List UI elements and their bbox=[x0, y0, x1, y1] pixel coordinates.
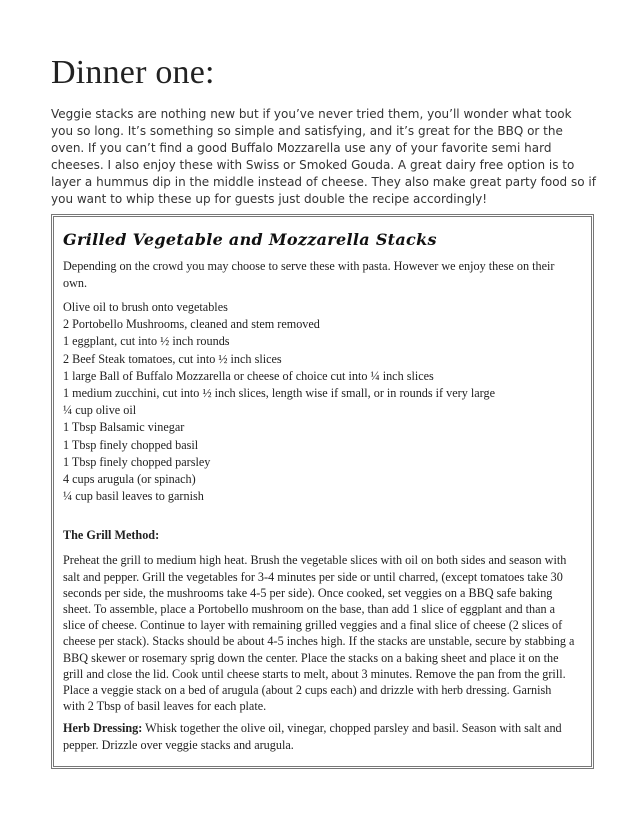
ingredient-item: 4 cups arugula (or spinach) bbox=[63, 472, 196, 487]
ingredient-item: 1 Tbsp Balsamic vinegar bbox=[63, 420, 185, 435]
ingredient-item: 1 eggplant, cut into ½ inch rounds bbox=[63, 334, 230, 349]
ingredient-item: 2 Beef Steak tomatoes, cut into ½ inch slices bbox=[63, 351, 282, 366]
ingredient-list bbox=[63, 299, 575, 505]
intro-paragraph: Veggie stacks are nothing new but if you’ve never tried them, you’ll wonder what took you so long. It’s something so simple and satisfying, and it’s great for the BBQ or the oven. If you can’t find a good Buffalo Mozzarella use any of your favorite semi hard cheeses. I also enjoy these with Swiss or Smoked Gouda. A great dairy free option is to layer a hummus dip in the middle instead of cheese. They also make great party food so if you want to whip these up for guests just double the recipe accordingly! bbox=[51, 107, 596, 206]
ingredient-item: Olive oil to brush onto vegetables bbox=[63, 300, 228, 314]
method-heading: The Grill Method: bbox=[63, 528, 160, 543]
ingredient-item: 1 large Ball of Buffalo Mozzarella or cheese of choice cut into ¼ inch slices bbox=[63, 368, 434, 383]
ingredient-item: 2 Portobello Mushrooms, cleaned and stem removed bbox=[63, 317, 320, 332]
ingredient-item: 1 Tbsp finely chopped basil bbox=[63, 437, 199, 452]
dressing-text: Whisk together the olive oil, vinegar, chopped parsley and basil. Season with salt and pepper. Drizzle over veggie stacks and arugula. bbox=[63, 721, 562, 752]
recipe-lead: Depending on the crowd you may choose to serve these with pasta. However we enjoy these on their own. bbox=[63, 259, 555, 290]
ingredient-item: 1 medium zucchini, cut into ½ inch slices, length wise if small, or in rounds if very large bbox=[63, 386, 496, 401]
method-paragraph: Preheat the grill to medium high heat. Brush the vegetable slices with oil on both sides and season with salt and pepper. Grill the vegetables for 3-4 minutes per side or until charred, (except tomatoes take 30 seconds per side, the mushrooms take 4-5 per side). Once cooked, set veggies on a BBQ safe baking sheet. To assemble, place a Portobello mushroom on the base, than add 1 slice of eggplant and than a slice of cheese. Continue to layer with remaining grilled veggies and a final slice of cheese (2 slices of cheese per stack). Stacks should be about 4-5 inches high. If the stacks are unstable, secure by stabbing a BBQ skewer or rosemary sprig down the center. Place the stacks on a baking sheet and place it on the grill and close the lid. Cook until cheese starts to melt, about 3 minutes. Remove the pan from the grill. Place a veggie stack on a bed of arugula (about 2 cups each) and drizzle with herb dressing. Garnish with 2 Tbsp of basil leaves for each plate. bbox=[63, 553, 575, 714]
page-title: Dinner one: bbox=[51, 54, 215, 91]
recipe-content bbox=[63, 231, 575, 753]
ingredient-item: ¼ cup olive oil bbox=[63, 403, 137, 418]
dressing-label: Herb Dressing: bbox=[63, 721, 143, 736]
recipe-card bbox=[51, 214, 594, 769]
recipe-title: Grilled Vegetable and Mozzarella Stacks bbox=[63, 230, 437, 249]
ingredient-item: 1 Tbsp finely chopped parsley bbox=[63, 454, 211, 469]
ingredient-item: ¼ cup basil leaves to garnish bbox=[63, 489, 204, 504]
dressing-paragraph bbox=[63, 720, 575, 752]
